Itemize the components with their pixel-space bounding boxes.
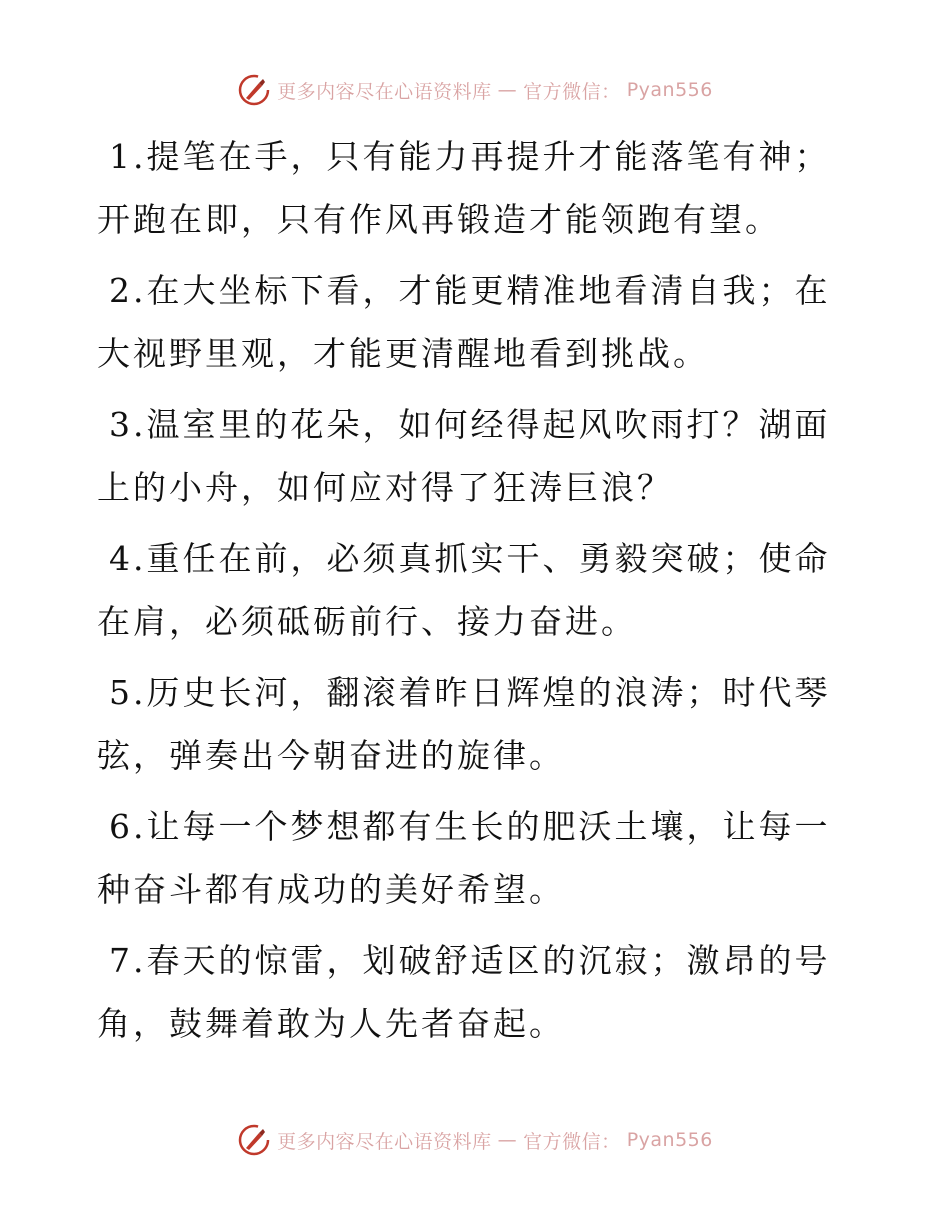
paragraph-7: 7.春天的惊雷，划破舒适区的沉寂；激昂的号角，鼓舞着敢为人先者奋起。 — [97, 941, 831, 1043]
paragraph-5: 5.历史长河，翻滚着昨日辉煌的浪涛；时代琴弦，弹奏出今朝奋进的旋律。 — [97, 673, 831, 775]
watermark-separator: — — [497, 79, 518, 101]
paragraph-3: 3.温室里的花朵，如何经得起风吹雨打？湖面上的小舟，如何应对得了狂涛巨浪？ — [97, 405, 831, 507]
paragraph-1: 1.提笔在手，只有能力再提升才能落笔有神；开跑在即，只有作风再锻造才能领跑有望。 — [97, 137, 831, 239]
paragraph-4: 4.重任在前，必须真抓实干、勇毅突破；使命在肩，必须砥砺前行、接力奋进。 — [97, 539, 831, 641]
header-watermark — [0, 70, 950, 110]
paragraph-6: 6.让每一个梦想都有生长的肥沃土壤，让每一种奋斗都有成功的美好希望。 — [97, 807, 831, 909]
pen-logo-icon — [237, 73, 271, 107]
watermark-contact-label: 官方微信： — [523, 1130, 621, 1153]
watermark-text: 更多内容尽在心语资料库 — [277, 1130, 492, 1153]
pen-logo-icon — [237, 1123, 271, 1157]
watermark-separator: — — [497, 1129, 518, 1151]
footer-watermark — [0, 1120, 950, 1160]
document-body — [97, 125, 832, 1063]
watermark-contact-id: Pyan556 — [626, 1129, 713, 1151]
watermark-contact-label: 官方微信： — [523, 80, 621, 103]
watermark-contact-id: Pyan556 — [626, 79, 713, 101]
paragraph-2: 2.在大坐标下看，才能更精准地看清自我；在大视野里观，才能更清醒地看到挑战。 — [97, 271, 831, 373]
watermark-text: 更多内容尽在心语资料库 — [277, 80, 492, 103]
